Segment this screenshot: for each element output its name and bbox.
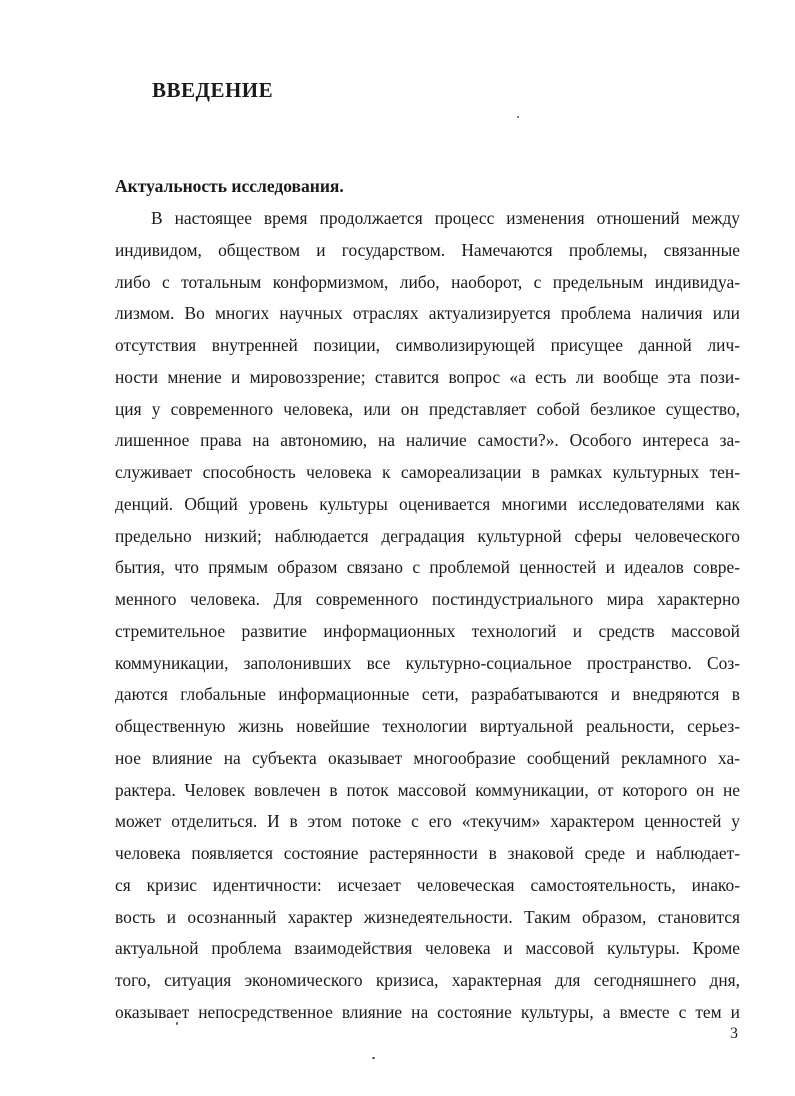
text-line: даются глобальные информационные сети, разрабатываются и внедряются в [115,684,740,705]
text-line: стремительное развитие информационных технологий и средств массовой [115,620,740,641]
page-number: 3 [730,1025,738,1042]
text-line: может отделиться. И в этом потоке с его «текучим» характером ценностей у [115,811,740,832]
text-line: коммуникации, заполонивших все культурно-социальное пространство. Соз- [115,652,740,673]
text-line: денций. Общий уровень культуры оценивается многими исследователями как [115,493,740,514]
text-line: индивидом, обществом и государством. Намечаются проблемы, связанные [115,239,740,260]
text-line: В настоящее время продолжается процесс изменения отношений между [151,208,740,228]
text-line: ся кризис идентичности: исчезает человеческая самостоятельность, инако- [115,874,740,895]
page-heading: ВВЕДЕНИЕ [152,78,274,102]
text-line: ности мнение и мировоззрение; ставится вопрос «а есть ли вообще эта пози- [115,366,740,387]
text-line: рактера. Человек вовлечен в поток массовой коммуникации, от которого он не [115,779,740,800]
text-line: вость и осознанный характер жизнедеятельности. Таким образом, становится [115,906,740,927]
text-line: лизмом. Во многих научных отраслях актуализируется проблема наличия или [115,303,740,324]
text-line: актуальной проблема взаимодействия человека и массовой культуры. Кроме [115,938,740,959]
text-line: отсутствия внутренней позиции, символизирующей присущее данной лич- [115,335,740,355]
scan-speck [372,1057,375,1059]
text-line: либо с тотальным конформизмом, либо, наоборот, с предельным индивидуа- [115,271,740,292]
scan-speck [517,116,519,118]
text-line: оказывает непосредственное влияние на состояние культуры, а вместе с тем и [115,1001,740,1022]
text-line: ция у современного человека, или он представляет собой безликое существо, [115,398,740,419]
text-line: человека появляется состояние растерянности в знаковой среде и наблюдает- [115,843,740,863]
section-title: Актуальность исследования. [115,176,344,196]
body-paragraph [115,203,740,1029]
text-line: служивает способность человека к самореализации в рамках культурных тен- [115,462,740,482]
text-line: того, ситуация экономического кризиса, характерная для сегодняшнего дня, [115,970,740,990]
text-line: общественную жизнь новейшие технологии виртуальной реальности, серьез- [115,716,740,736]
scan-speck [176,1022,178,1025]
text-line: ное влияние на субъекта оказывает многообразие сообщений рекламного ха- [115,747,740,768]
text-line: бытия, что прямым образом связано с проблемой ценностей и идеалов совре- [115,557,740,578]
text-line: лишенное права на автономию, на наличие самости?». Особого интереса за- [115,430,740,451]
text-line: предельно низкий; наблюдается деградация культурной сферы человеческого [115,525,740,546]
text-line: менного человека. Для современного постиндустриального мира характерно [115,589,740,609]
